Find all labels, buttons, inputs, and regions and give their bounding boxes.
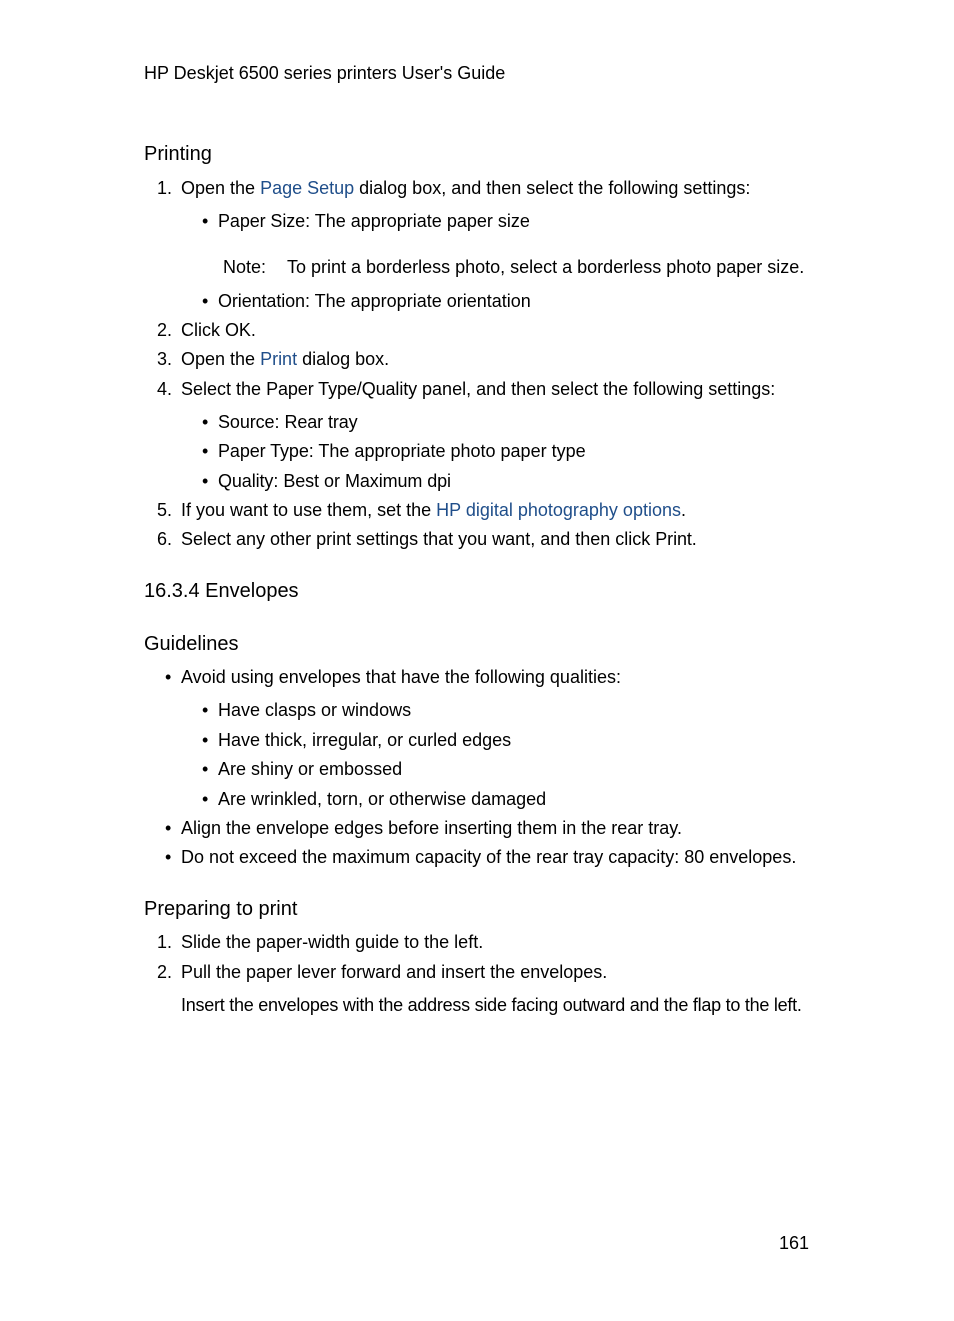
hp-digital-photography-options-link[interactable]: HP digital photography options <box>436 500 681 520</box>
step-text: . <box>250 320 256 340</box>
step-number: 6. <box>156 529 172 549</box>
bullet: • <box>202 291 209 311</box>
insert-note: Insert the envelopes with the address side facing outward and the flap to the left. <box>181 995 802 1015</box>
item-text: Have clasps or windows <box>218 700 412 720</box>
bullet: • <box>165 667 172 687</box>
bullet: • <box>202 789 209 809</box>
running-header: HP Deskjet 6500 series printers User's Guide <box>144 63 506 83</box>
term: Quality <box>218 471 274 491</box>
bullet: • <box>202 441 209 461</box>
value: Rear tray <box>284 412 358 432</box>
step-text: Slide the paper-width guide to the left. <box>181 932 484 952</box>
term: Paper Type <box>218 441 309 461</box>
step-text: Open the <box>181 178 261 198</box>
step-number: 5. <box>156 500 172 520</box>
term: Paper Size <box>218 211 306 231</box>
print-link[interactable]: Print <box>260 349 298 369</box>
description: : The appropriate paper size <box>305 211 530 231</box>
step-text: Open the <box>181 349 261 369</box>
note-label: Note: <box>223 257 267 277</box>
step-text: dialog box. <box>297 349 390 369</box>
step-number: 1. <box>156 178 172 198</box>
term: Print <box>655 529 692 549</box>
step-number: 3. <box>156 349 172 369</box>
item-text: Are wrinkled, torn, or otherwise damaged <box>218 789 547 809</box>
description: : The appropriate orientation <box>304 291 531 311</box>
term: Source <box>218 412 275 432</box>
bullet: • <box>202 730 209 750</box>
section-heading-printing: Printing <box>144 143 212 165</box>
step-text: . <box>691 529 697 549</box>
step-text: . <box>680 500 686 520</box>
step-text: Click <box>181 320 225 340</box>
term: Paper Type/Quality <box>266 379 418 399</box>
page-number: 161 <box>779 1233 810 1253</box>
step-number: 2. <box>156 962 172 982</box>
separator: : <box>274 412 285 432</box>
subheading-guidelines: Guidelines <box>144 633 239 655</box>
item-text: Do not exceed the maximum capacity of the rear tray capacity: 80 envelopes. <box>181 847 797 867</box>
bullet: • <box>202 211 209 231</box>
item-text: Avoid using envelopes that have the following qualities: <box>181 667 621 687</box>
item-text: Are shiny or embossed <box>218 759 403 779</box>
bullet: • <box>165 847 172 867</box>
separator: : <box>273 471 284 491</box>
term: OK <box>225 320 251 340</box>
bullet: • <box>202 412 209 432</box>
subheading-preparing-to-print: Preparing to print <box>144 898 298 920</box>
step-number: 4. <box>156 379 172 399</box>
value: Best <box>283 471 319 491</box>
step-text: If you want to use them, set the <box>181 500 437 520</box>
conjunction: or <box>318 471 345 491</box>
description: : The appropriate photo paper type <box>308 441 586 461</box>
step-text: Select the <box>181 379 267 399</box>
value: Maximum dpi <box>344 471 451 491</box>
section-heading-envelopes: 16.3.4 Envelopes <box>144 580 299 602</box>
step-text: dialog box, and then select the following settings: <box>354 178 751 198</box>
step-text: Pull the paper lever forward and insert the envelopes. <box>181 962 608 982</box>
bullet: • <box>202 471 209 491</box>
note-text: To print a borderless photo, select a borderless photo paper size. <box>287 257 805 277</box>
bullet: • <box>165 818 172 838</box>
step-text: Select any other print settings that you want, and then click <box>181 529 656 549</box>
step-text: panel, and then select the following settings: <box>417 379 776 399</box>
page-setup-link[interactable]: Page Setup <box>260 178 355 198</box>
item-text: Align the envelope edges before inserting them in the rear tray. <box>181 818 682 838</box>
bullet: • <box>202 759 209 779</box>
bullet: • <box>202 700 209 720</box>
step-number: 2. <box>156 320 172 340</box>
item-text: Have thick, irregular, or curled edges <box>218 730 512 750</box>
step-number: 1. <box>156 932 172 952</box>
term: Orientation <box>218 291 305 311</box>
